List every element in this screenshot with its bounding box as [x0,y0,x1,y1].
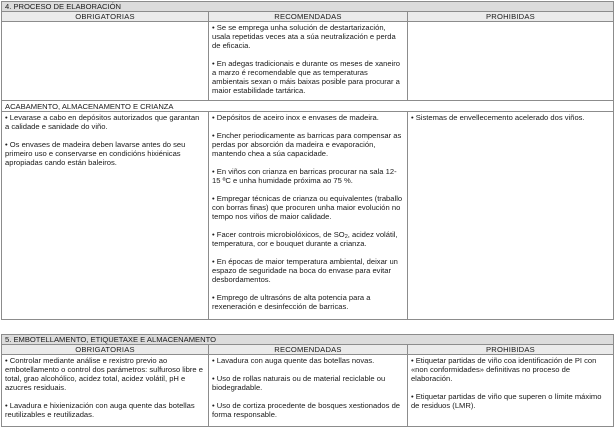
list-item: • Encher periodicamente as barricas para compensar as perdas por absorción da madeira e evaporación, mantendo chea a súa capacidade. [212,131,402,158]
list-item: • Se se emprega unha solución de destartarización, usala repetidas veces ata a súa neutralización e perda de eficacia. [212,23,396,50]
elab-recomendadas-cell [209,22,408,101]
embot-recomendadas-cell [209,355,408,427]
crianza-recomendadas-cell [209,112,408,320]
crianza-obrigatorias-cell [2,112,209,320]
list-item: • Uso de rollas naturais ou de material reciclable ou biodegradable. [212,374,386,392]
list-item: • Etiquetar partidas de viño que superen o límite máximo de residuos (LMR). [410,392,602,410]
list-item: • Levarase a cabo en depósitos autorizados que garantan a calidade e sanidade do viño. [5,113,200,131]
col-header-recomendadas: RECOMENDADAS [209,12,408,22]
crianza-subtitle: ACABAMENTO, ALMACENAMENTO E CRIANZA [2,101,614,112]
elab-obrigatorias-cell [2,22,209,101]
list-item: • Os envases de madeira deben lavarse antes do seu primeiro uso e conservarse en condicións hixiénicas apropiadas cando están baleiros. [5,140,186,167]
list-item: • Depósitos de aceiro inox e envases de madeira. [212,113,379,122]
so2-suffix: , acidez volátil, temperatura, cor e bouquet durante a crianza. [212,230,398,248]
col-header-obrigatorias: OBRIGATORIAS [2,345,209,355]
col-header-prohibidas: PROHIBIDAS [407,345,613,355]
embot-prohibidas-cell [407,355,613,427]
section-4-table [1,1,614,320]
list-item: • Lavadura con auga quente das botellas novas. [212,356,375,365]
list-item: • En viños con crianza en barricas procurar na sala 12-15 ºC e unha humidade próxima ao 75 %. [212,167,397,185]
col-header-prohibidas: PROHIBIDAS [407,12,613,22]
crianza-prohibidas-cell [407,112,613,320]
elab-prohibidas-cell [407,22,613,101]
list-item: • Controlar mediante análise e rexistro previo ao embotellamento o control dos parámetros: sulfuroso libre e total, grao alcohólico, acidez total, acidez volátil, pH e azucres residuais. [5,356,203,392]
list-item: • En adegas tradicionais e durante os meses de xaneiro a marzo é recomendable que as temperaturas ambientais sexan o máis baixas posible para procurar a maior estabilidade tartárica. [212,59,401,95]
list-item: • Etiquetar partidas de viño coa identificación de PI con «non conformidades» definitivas no proceso de elaboración. [410,356,597,383]
section-4-title: 4. PROCESO DE ELABORACIÓN [2,2,614,12]
list-item: • Sistemas de envellecemento acelerado dos viños. [410,113,585,122]
section-5-title: 5. EMBOTELLAMENTO, ETIQUETAXE E ALMACENAMENTO [2,335,614,345]
col-header-recomendadas: RECOMENDADAS [209,345,408,355]
list-item: • Emprego de ultrasóns de alta potencia para a rexeneración e desinfección de barricas. [212,293,371,311]
section-5-table [1,334,614,427]
so2-prefix: • Facer controis microbiolóxicos, de SO [212,230,345,239]
list-item: • Uso de cortiza procedente de bosques xestionados de forma responsable. [212,401,401,419]
embot-obrigatorias-cell [2,355,209,427]
list-item: • Lavadura e hixienización con auga quente das botellas reutilizables e reutilizadas. [5,401,195,419]
list-item-so2 [212,230,404,248]
list-item: • Empregar técnicas de crianza ou equivalentes (traballo con borras finas) que procuren unha maior evolución no tempo nos viños de maior calidade. [212,194,403,221]
so2-subscript: 2 [344,234,348,240]
list-item: • En épocas de maior temperatura ambiental, deixar un espazo de seguridade na boca do envase para evitar desbordamentos. [212,257,398,284]
col-header-obrigatorias: OBRIGATORIAS [2,12,209,22]
